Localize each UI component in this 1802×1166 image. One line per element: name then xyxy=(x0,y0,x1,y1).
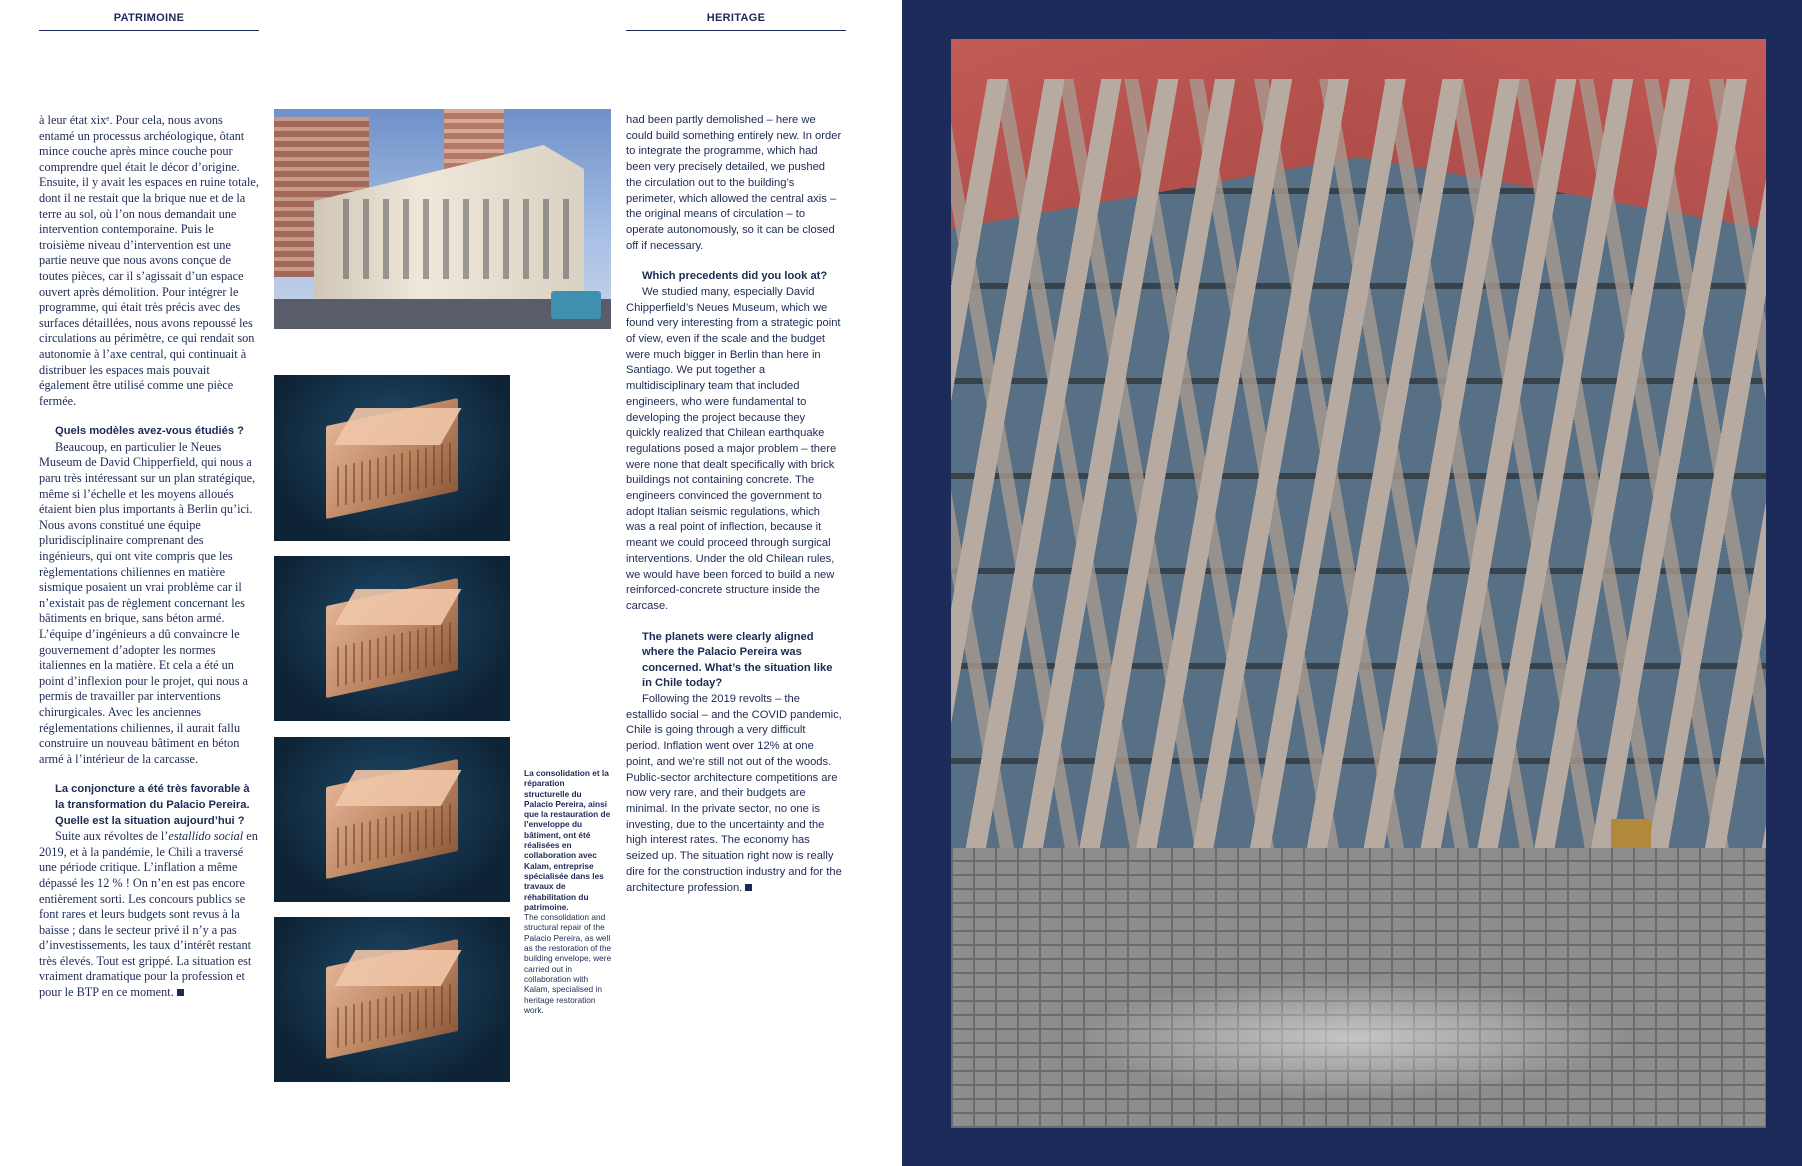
en-paragraph-2: We studied many, especially David Chipperfield’s Neues Museum, which we found very interesting from a strategic point of view, even if the scale and the budget were much bigger in Berlin than here in Santiago. We put together a multidisciplinary team that included engineers, who were fundamental to developing the project because they quickly realized that Chilean earthquake regulations posed a major problem – there were none that dealt specifically with brick buildings not containing concrete. The engineers convinced the government to adopt Italian seismic regulations, which was a real point of inflection, because it meant we could proceed through surgical interventions. Under the old Chilean rules, we would have been forced to build a new reinforced-concrete structure inside the carcase. xyxy=(626,285,841,612)
fr-question-2: La conjoncture a été très favorable à la transformation du Palacio Pereira. Quelle est la situation aujourd’hui ? xyxy=(55,783,250,827)
model-photo-3 xyxy=(274,737,510,902)
courtyard-photo xyxy=(951,39,1766,1128)
en-paragraph-3: Following the 2019 revolts – the estallido social – and the COVID pandemic, Chile is going through a very difficult period. Inflation went over 12% at one point, and we’re still not out of the woods. Public-sector architecture competitions are now very rare, and their budgets are minimal. In the private sector, no one is investing, due to the uncertainty and the high interest rates. The economy has seized up. The situation right now is really dire for the construction industry and for the architecture profession. xyxy=(626,693,842,894)
caption-french: La consolidation et la réparation structurelle du Palacio Pereira, ainsi que la restauration de l’enveloppe du bâtiment, ont été réalisées en collaboration avec Kalam, entreprise spécialisée dans les travaux de réhabilitation du patrimoine. xyxy=(524,768,611,912)
fr-question-1: Quels modèles avez-vous étudiés ? xyxy=(55,425,245,438)
end-mark xyxy=(177,989,184,996)
image-caption xyxy=(524,768,612,1015)
french-text-column xyxy=(39,113,259,1001)
model-photo-2 xyxy=(274,556,510,721)
model-photo-1 xyxy=(274,375,510,541)
en-paragraph-1: had been partly demolished – here we could build something entirely new. In order to integrate the programme, which had been very precisely detailed, we pushed the circulation out to the building’s perimeter, which allowed the central axis – the original means of circulation – to operate autonomously, so it can be closed off if necessary. xyxy=(626,114,842,252)
section-label-heritage: HERITAGE xyxy=(626,12,846,31)
fr-paragraph-2: Beaucoup, en particulier le Neues Museum de David Chipperfield, qui nous a paru très intéressant sur un plan stratégique, même si l’échelle et les moyens alloués étaient bien plus importants à Berlin qu’ici. Nous avons constitué une équipe pluridisciplinaire comprenant des ingénieurs, qui ont vite compris que les règlementations chiliennes en matière sismique posaient un vrai problème car il n’existait pas de règlement concernant les bâtiments en brique, sans béton armé. L’équipe d’ingénieurs a dû convaincre le gouvernement d’adopter les normes italiennes en la matière. Et cela a été un point d’inflexion pour le projet, qui nous a permis de travailler par interventions chirurgicales. Avec les anciennes réglementations chiliennes, il aurait fallu construire un nouveau bâtiment en béton armé à l’intérieur de la carcasse. xyxy=(39,439,256,766)
en-question-1: Which precedents did you look at? xyxy=(642,270,828,283)
en-question-2: The planets were clearly aligned where the Palacio Pereira was concerned. What’s the situation like in Chile today? xyxy=(642,630,833,690)
fr-term-estallido: estallido social xyxy=(168,829,244,844)
model-photo-4 xyxy=(274,917,510,1082)
fr-paragraph-1: à leur état xixᵉ. Pour cela, nous avons entamé un processus archéologique, ôtant mince couche après mince couche pour comprendre quel était le décor d’origine. Ensuite, il y avait les espaces en ruine totale, dont il ne restait que la brique nue et de la terre au sol, où l’on nous demandait une intervention contemporaine. Puis le troisième niveau d’intervention est une partie neuve que nous avons conçue de toutes pièces, car il s’agissait d’un espace ouvert après démolition. Pour intégrer le programme, qui était très précis avec des surfaces détaillées, nous avons repoussé les circulations au périmètre, ce qui rendait son autonomie à l’axe central, qui continuait à distribuer les espaces mais pouvait également être utilisé comme une pièce fermée. xyxy=(39,113,259,408)
end-mark xyxy=(745,884,752,891)
fr-paragraph-3: Suite aux révoltes de l’estallido social en 2019, et à la pandémie, le Chili a traversé une période critique. L’inflation a même dépassé les 12 % ! On n’en est pas encore entièrement sorti. Les concours publics se font rares et leurs budgets sont revus à la baisse ; dans le secteur privé il n’y a pas d’investissements, les taux d’intérêt restant très élevés. Tout est grippé. La situation est vraiment dramatique pour la profession et pour le BTP en ce moment. xyxy=(39,829,258,1000)
caption-english: The consolidation and structural repair of the Palacio Pereira, as well as the restoration of the building envelope, were carried out in collaboration with Kalam, specialised in heritage restoration work. xyxy=(524,912,612,1015)
english-text-column xyxy=(626,113,842,896)
section-label-patrimoine: PATRIMOINE xyxy=(39,12,259,31)
palacio-facade-photo xyxy=(274,109,611,329)
